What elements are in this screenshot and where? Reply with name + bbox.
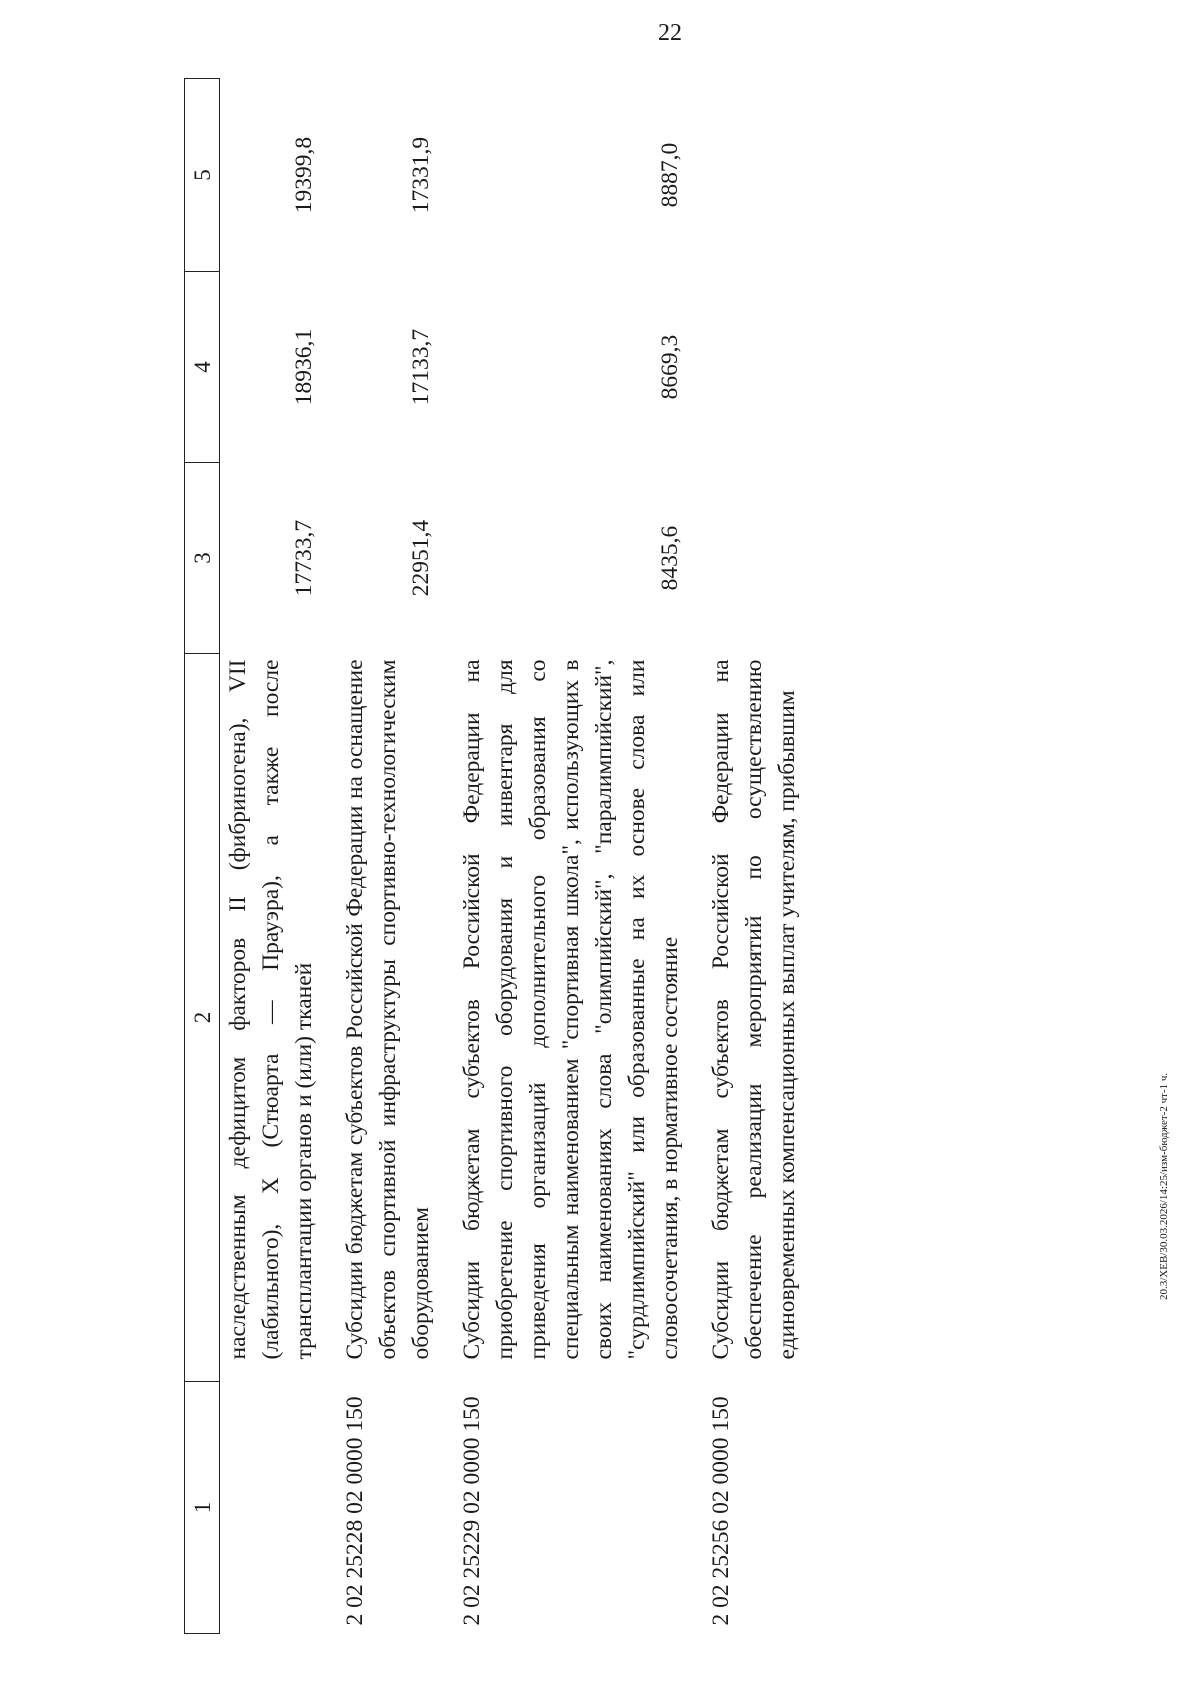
row-value-5: 17331,9	[408, 136, 434, 214]
footer-code: 20.3/ХЕВ/30.03.2026/14:25/изм-бюджет-2 чт-1 ч.	[1158, 1072, 1170, 1300]
column-header-4: 4	[185, 272, 220, 463]
row-code: 2 02 25256 02 0000 150	[708, 1396, 734, 1626]
row-value-4: 17133,7	[408, 328, 434, 406]
table-row	[456, 79, 687, 1634]
row-value-4: 18936,1	[291, 328, 317, 406]
row-value-3: 22951,4	[408, 519, 434, 597]
row-value-3: 8435,6	[657, 525, 683, 591]
row-code: 2 02 25229 02 0000 150	[459, 1396, 485, 1626]
row-description: Субсидии бюджетам субъектов Российской Федерации на обеспечение реализации мероприятий по осуществлению единовременных компенсационных выплат учителям, прибывшим	[708, 659, 800, 1360]
row-code	[220, 1382, 322, 1634]
row-value-3	[705, 463, 804, 654]
budget-table-rotated	[184, 79, 1124, 1634]
page-number: 22	[658, 20, 682, 46]
row-description: Субсидии бюджетам субъектов Российской Федерации на оснащение объектов спортивной инфраструктуры спортивно-технологическим оборудованием	[342, 659, 434, 1360]
row-code: 2 02 25228 02 0000 150	[342, 1396, 368, 1626]
row-description: наследственным дефицитом факторов II (фибриногена), VII (лабильного), X (Стюарта — Прауэра), а также после трансплантации органов и (или) тканей	[225, 659, 317, 1360]
table-row	[220, 79, 322, 1634]
table-header-row	[185, 79, 220, 1634]
table-row	[339, 79, 438, 1634]
row-spacer	[438, 79, 456, 1634]
column-header-5: 5	[185, 79, 220, 272]
row-value-5: 19399,8	[291, 136, 317, 214]
table-row	[705, 79, 804, 1634]
row-spacer	[321, 79, 339, 1634]
row-value-4	[705, 272, 804, 463]
column-header-2: 2	[185, 654, 220, 1382]
budget-table	[184, 78, 804, 1634]
column-header-1: 1	[185, 1382, 220, 1634]
row-description: Субсидии бюджетам субъектов Российской Федерации на приобретение спортивного оборудования и инвентаря для приведения организаций дополнительного образования со специальным наименованием "спортивная школа", использующих в своих наименованиях слова "олимпийский", "паралимпийский", "сурдлимпийский" или образованные на их основе слова или словосочетания, в нормативное состояние	[459, 659, 683, 1360]
row-spacer	[687, 79, 705, 1634]
row-value-3: 17733,7	[291, 519, 317, 597]
column-header-3: 3	[185, 463, 220, 654]
row-value-4: 8669,3	[657, 334, 683, 400]
row-value-5: 8887,0	[657, 142, 683, 208]
row-value-5	[705, 79, 804, 272]
